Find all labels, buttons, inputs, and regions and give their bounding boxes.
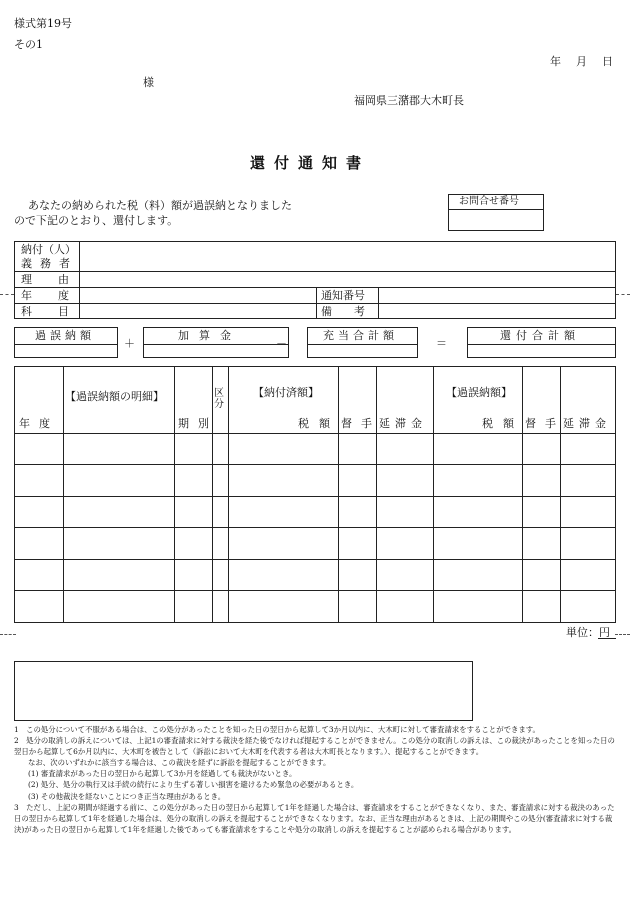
overpaid-label: 過誤納額 bbox=[35, 329, 95, 342]
paid-header: 【納付済額】 bbox=[253, 386, 319, 399]
applied-label: 充当合計額 bbox=[323, 329, 398, 342]
equals-sign: ＝ bbox=[436, 337, 447, 350]
refund-total-box bbox=[467, 327, 616, 358]
minus-sign: － bbox=[276, 337, 287, 350]
refund-total-label: 還付合計額 bbox=[500, 329, 580, 342]
issuer-name: 福岡県三潴郡大木町長 bbox=[354, 94, 464, 107]
info-table bbox=[14, 241, 616, 319]
notice-number-label: 通知番号 bbox=[321, 289, 365, 302]
overpaid-tax-header: 税額 bbox=[482, 417, 524, 430]
payer-label-1: 納付（人） bbox=[21, 243, 76, 256]
legal-notes bbox=[14, 724, 618, 835]
note-2: 2 処分の取消しの訴えについては、上記1の審査請求に対する裁決を経た後でなければ提起することができません。この処分の取消しの訴えは、この裁決があったことを知った日の翌日から起算して6か月以内に、大木町を被告として（訴訟において大木町を代表する者は大木町長となります。）、提起することができます。 bbox=[14, 736, 615, 757]
intro-line-1: あなたの納められた税（料）額が過誤納となりました bbox=[28, 199, 292, 212]
date-placeholder: 年 月 日 bbox=[550, 55, 615, 68]
year-column-header: 年度 bbox=[19, 417, 59, 430]
note-1: 1 この処分について不服がある場合は、この処分があったことを知った日の翌日から起算して3か月以内に、大木町に対して審査請求をすることができます。 bbox=[14, 725, 540, 734]
unit-label: 単位：円 bbox=[566, 626, 610, 639]
intro-line-2: ので下記のとおり、還付します。 bbox=[14, 214, 179, 227]
addressee-suffix: 様 bbox=[143, 76, 154, 89]
note-2-item-1: (1) 審査請求があった日の翌日から起算して3か月を経過しても裁決がないとき。 bbox=[28, 769, 297, 779]
sub-number: その1 bbox=[14, 38, 43, 51]
detail-table bbox=[14, 366, 616, 623]
added-label: 加算金 bbox=[178, 329, 241, 342]
plus-sign: ＋ bbox=[124, 337, 135, 350]
year-label: 年度 bbox=[21, 289, 95, 302]
inquiry-label: お問合せ番号 bbox=[459, 196, 519, 207]
inquiry-box bbox=[448, 194, 544, 231]
reason-label: 理由 bbox=[21, 273, 95, 286]
item-label: 科目 bbox=[21, 305, 95, 318]
overpaid-header: 【過誤納額】 bbox=[446, 386, 512, 399]
paid-late-fee-header: 延滞金 bbox=[379, 417, 427, 430]
note-2-exception: なお、次のいずれかに該当する場合は、この裁決を経ずに訴訟を提起することができます。 bbox=[28, 758, 331, 768]
note-2-item-2: (2) 処分、処分の執行又は手続の続行により生ずる著しい損害を避けるため緊急の必要があるとき。 bbox=[28, 780, 359, 790]
paid-penalty-header: 督手 bbox=[341, 417, 381, 430]
form-number: 様式第19号 bbox=[14, 17, 72, 30]
overpaid-box bbox=[14, 327, 118, 358]
paid-tax-header: 税額 bbox=[298, 417, 340, 430]
remarks-box bbox=[14, 661, 473, 721]
details-header: 【過誤納額の明細】 bbox=[65, 390, 164, 403]
remarks-label: 備考 bbox=[321, 305, 387, 318]
added-box bbox=[143, 327, 289, 358]
period-column-header: 期別 bbox=[178, 417, 218, 430]
overpaid-late-fee-header: 延滞金 bbox=[563, 417, 611, 430]
note-3: 3 ただし、上記の期間が経過する前に、この処分があった日の翌日から起算して1年を経過した場合は、審査請求をすることができなくなり、また、審査請求に対する裁決のあった日の翌日から起算して1年を経過した場合は、処分の取消しの訴えを提起することができなくなります。なお、正当な理由があるときは、上記の期間やこの処分(審査請求に対する裁決)があった日の翌日から起算して1年を経過した後であっても審査請求をすることや処分の取消しの訴えを提起することが認められる場合があります。 bbox=[14, 802, 615, 834]
overpaid-penalty-header: 督手 bbox=[525, 417, 565, 430]
payer-label-2: 義務者 bbox=[21, 257, 78, 270]
applied-box bbox=[307, 327, 418, 358]
division-column-header: 区分 bbox=[214, 388, 224, 410]
page-title: 還付通知書 bbox=[250, 154, 371, 172]
note-2-item-3: (3) その他裁決を経ないことにつき正当な理由があるとき。 bbox=[28, 791, 226, 801]
